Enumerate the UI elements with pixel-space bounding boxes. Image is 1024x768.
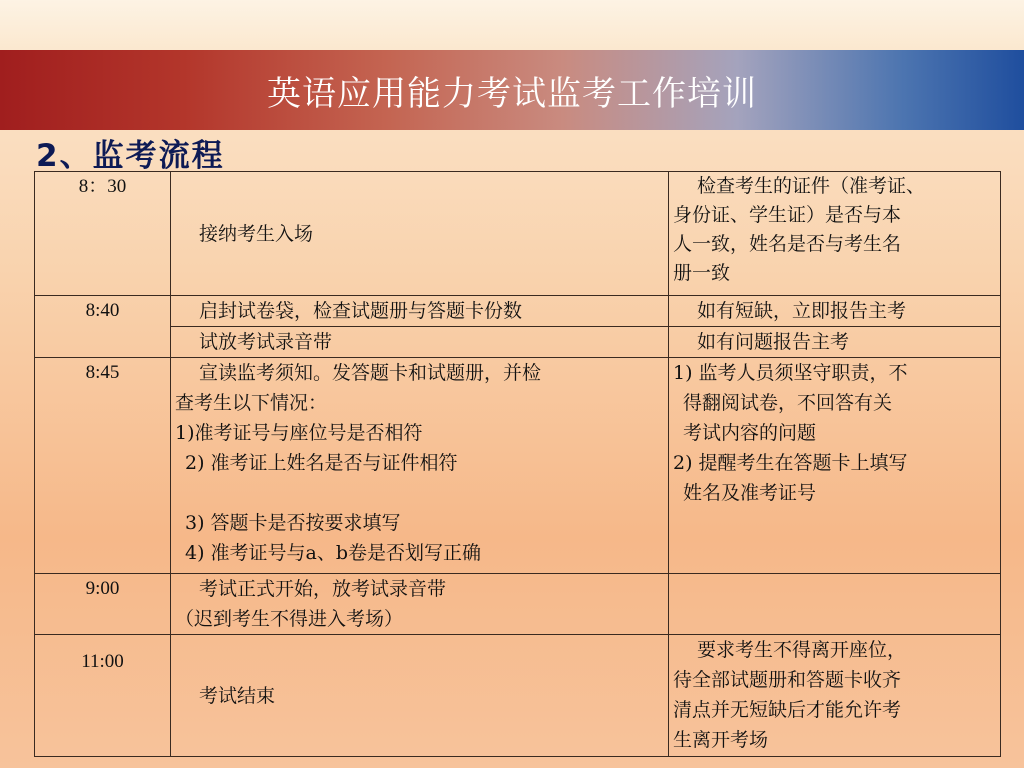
note-cell (669, 296, 1001, 327)
note-line: 身份证、学生证）是否与本 (673, 204, 902, 226)
action-cell (171, 172, 669, 296)
section-heading: 2、监考流程 (36, 138, 225, 174)
time-cell: 11:00 (35, 635, 171, 757)
note-line: 如有问题报告主考 (697, 331, 850, 353)
note-line: 得翻阅试卷，不回答有关 (683, 392, 893, 414)
note-cell (669, 172, 1001, 296)
note-line: 待全部试题册和答题卡收齐 (673, 669, 902, 691)
note-cell (669, 574, 1001, 635)
action-line: 查考生以下情况： (175, 392, 328, 414)
note-line: 考试内容的问题 (683, 422, 817, 444)
action-line: 宣读监考须知。发答题卡和试题册，并检 (199, 362, 542, 384)
action-line: 考试结束 (199, 684, 276, 707)
action-cell (171, 358, 669, 574)
note-cell (669, 358, 1001, 574)
note-line: 姓名及准考证号 (683, 482, 817, 504)
note-cell (669, 635, 1001, 757)
action-line: 4) 准考证号与a、b卷是否划写正确 (185, 542, 482, 564)
time-cell: 8:45 (35, 358, 171, 574)
action-line: 2) 准考证上姓名是否与证件相符 (185, 452, 458, 474)
action-line: 考试正式开始，放考试录音带 (199, 578, 447, 600)
action-line: 接纳考生入场 (199, 222, 314, 245)
action-cell (171, 635, 669, 757)
action-line: 3) 答题卡是否按要求填写 (185, 512, 401, 534)
note-line: 册一致 (673, 262, 731, 284)
schedule-table (34, 171, 1001, 757)
note-line: 1) 监考人员须坚守职责，不 (673, 362, 908, 384)
table-row (35, 296, 1001, 327)
action-line: 1)准考证号与座位号是否相符 (175, 422, 423, 444)
note-line: 要求考生不得离开座位， (697, 639, 907, 661)
table-row (35, 574, 1001, 635)
slide-title: 英语应用能力考试监考工作培训 (267, 73, 757, 114)
note-line: 人一致，姓名是否与考生名 (673, 233, 902, 255)
time-cell: 8：30 (35, 172, 171, 296)
table-row (35, 172, 1001, 296)
title-banner (0, 50, 1024, 130)
action-line: 试放考试录音带 (199, 331, 333, 353)
action-line: 启封试卷袋，检查试题册与答题卡份数 (199, 300, 523, 322)
note-line: 2) 提醒考生在答题卡上填写 (673, 452, 908, 474)
table-row (35, 358, 1001, 574)
note-line: 生离开考场 (673, 729, 769, 751)
time-cell: 8:40 (35, 296, 171, 358)
action-spacer (175, 478, 664, 508)
table-row (35, 327, 1001, 358)
table-row (35, 635, 1001, 757)
action-line: （迟到考生不得进入考场） (175, 608, 404, 630)
note-line: 如有短缺，立即报告主考 (697, 300, 907, 322)
action-cell (171, 296, 669, 327)
time-cell: 9:00 (35, 574, 171, 635)
top-strip (0, 0, 1024, 50)
action-cell (171, 327, 669, 358)
note-line: 清点并无短缺后才能允许考 (673, 699, 902, 721)
note-line: 检查考生的证件（准考证、 (697, 175, 926, 197)
note-cell (669, 327, 1001, 358)
action-cell (171, 574, 669, 635)
